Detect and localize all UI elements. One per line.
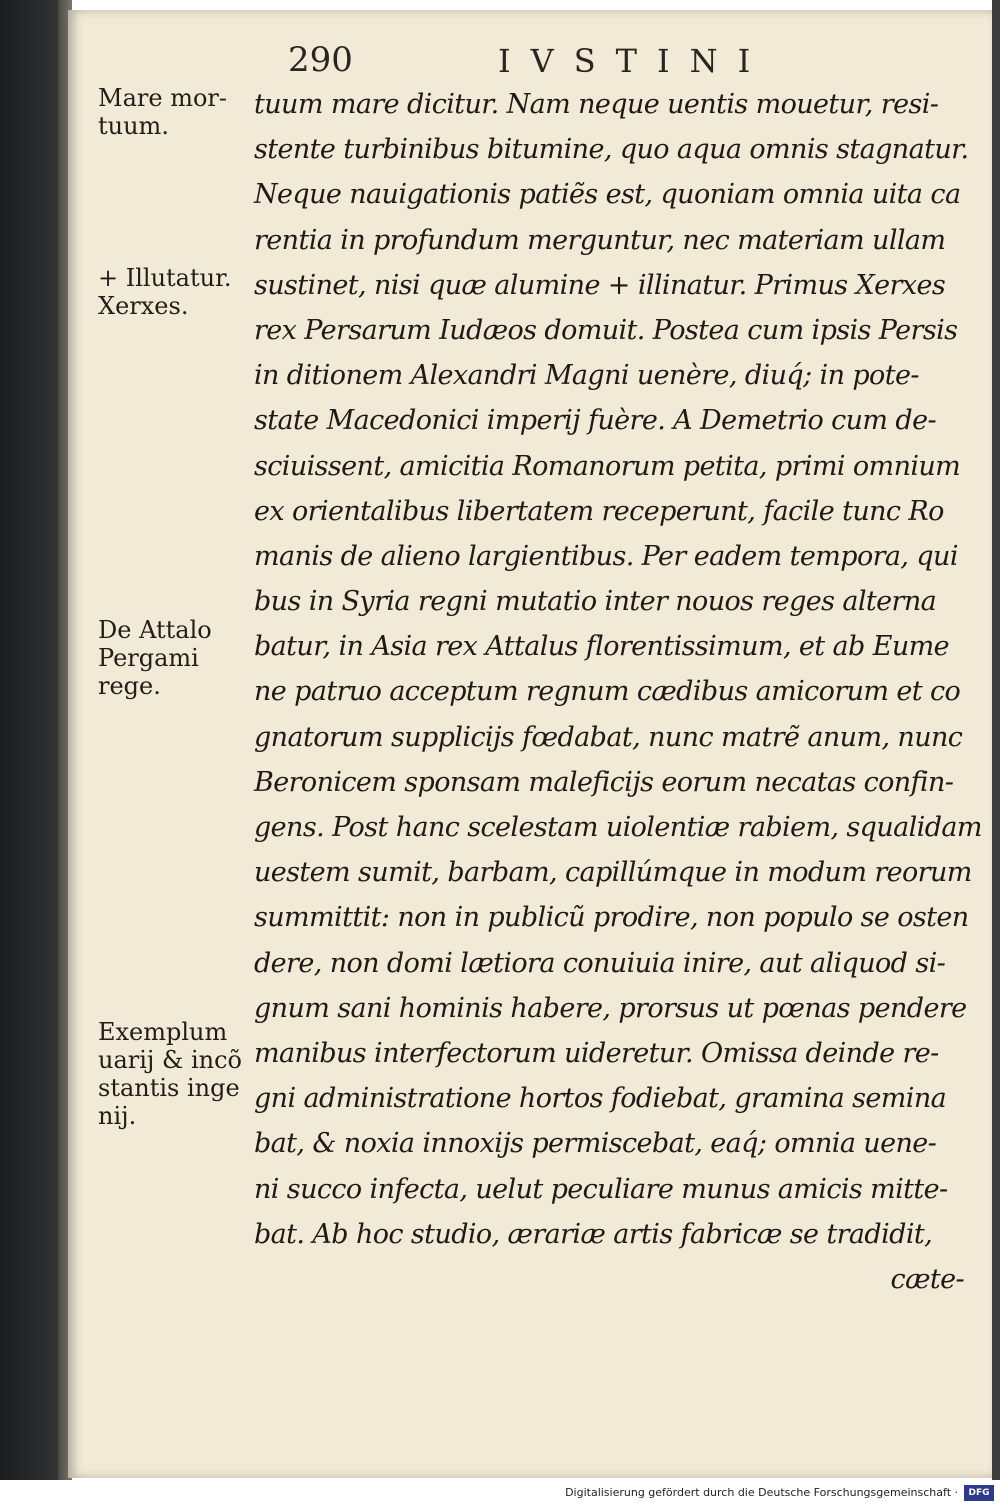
text-line: gnum sani hominis habere, prorsus ut pœnas pendere — [254, 992, 967, 1024]
text-line: state Macedonici imperij fuère. A Demetrio cum de- — [254, 405, 936, 437]
text-line: ne patruo acceptum regnum cædibus amicorum et co — [254, 676, 961, 708]
text-line: gni administratione hortos fodiebat, gramina semina — [254, 1083, 947, 1115]
text-line: stente turbinibus bitumine, quo aqua omnis stagnatur. — [254, 134, 969, 166]
text-line: uestem sumit, barbam, capillúmque in modum reorum — [254, 857, 972, 889]
text-line: ex orientalibus libertatem receperunt, facile tunc Ro — [254, 495, 944, 527]
footer-credit: Digitalisierung gefördert durch die Deutsche Forschungsgemeinschaft · — [565, 1486, 958, 1499]
text-line: gens. Post hanc scelestam uiolentiæ rabiem, squalidam — [254, 812, 982, 843]
text-line: rex Persarum Iudæos domuit. Postea cum ipsis Persis — [254, 314, 958, 346]
page-header — [68, 40, 992, 86]
digitization-footer — [0, 1482, 1000, 1509]
text-line: bus in Syria regni mutatio inter nouos reges alterna — [254, 586, 937, 618]
catchword: cæte- — [890, 1263, 964, 1295]
text-line: dere, non domi lætiora conuiuia inire, aut aliquod si- — [254, 947, 946, 979]
marginal-note: Mare mor- tuum. — [98, 84, 227, 140]
text-line: manibus interfectorum uideretur. Omissa deinde re- — [254, 1037, 939, 1069]
text-line: tuum mare dicitur. Nam neque uentis mouetur, resi- — [254, 89, 939, 120]
text-line: Beronicem sponsam maleficijs eorum necatas confin- — [254, 766, 954, 798]
text-line: bat. Ab hoc studio, ærariæ artis fabricæ se tradidit, — [254, 1218, 933, 1250]
book-page — [68, 10, 992, 1478]
dfg-logo-icon: DFG — [964, 1485, 994, 1501]
running-title: IVSTINI — [498, 42, 771, 80]
text-line: gnatorum supplicijs fœdabat, nunc matrẽ anum, nunc — [254, 721, 963, 753]
marginal-note: + Illutatur. Xerxes. — [98, 264, 232, 320]
text-line: bat, & noxia innoxijs permiscebat, eaq́; omnia uene- — [254, 1128, 937, 1160]
book-edge-right — [992, 0, 1000, 1480]
text-line: manis de alieno largientibus. Per eadem tempora, qui — [254, 540, 958, 572]
text-line: sustinet, nisi quæ alumine + illinatur. Primus Xerxes — [254, 269, 946, 301]
text-line: in ditionem Alexandri Magni uenère, diuq́; in pote- — [254, 360, 919, 392]
marginal-note: Exemplum uarij & incõ stantis inge nij. — [98, 1018, 242, 1130]
text-line: summittit: non in publicũ prodire, non populo se osten — [254, 902, 969, 934]
page-number: 290 — [288, 40, 353, 80]
text-line: batur, in Asia rex Attalus florentissimum, et ab Eume — [254, 631, 949, 663]
text-line: rentia in profundum merguntur, nec materiam ullam — [254, 224, 946, 256]
text-line: sciuissent, amicitia Romanorum petita, primi omnium — [254, 450, 961, 482]
body-text — [254, 82, 982, 1302]
text-line: Neque nauigationis patiẽs est, quoniam omnia uita ca — [254, 179, 961, 211]
marginal-note: De Attalo Pergami rege. — [98, 616, 212, 700]
text-line: ni succo infecta, uelut peculiare munus amicis mitte- — [254, 1173, 948, 1205]
